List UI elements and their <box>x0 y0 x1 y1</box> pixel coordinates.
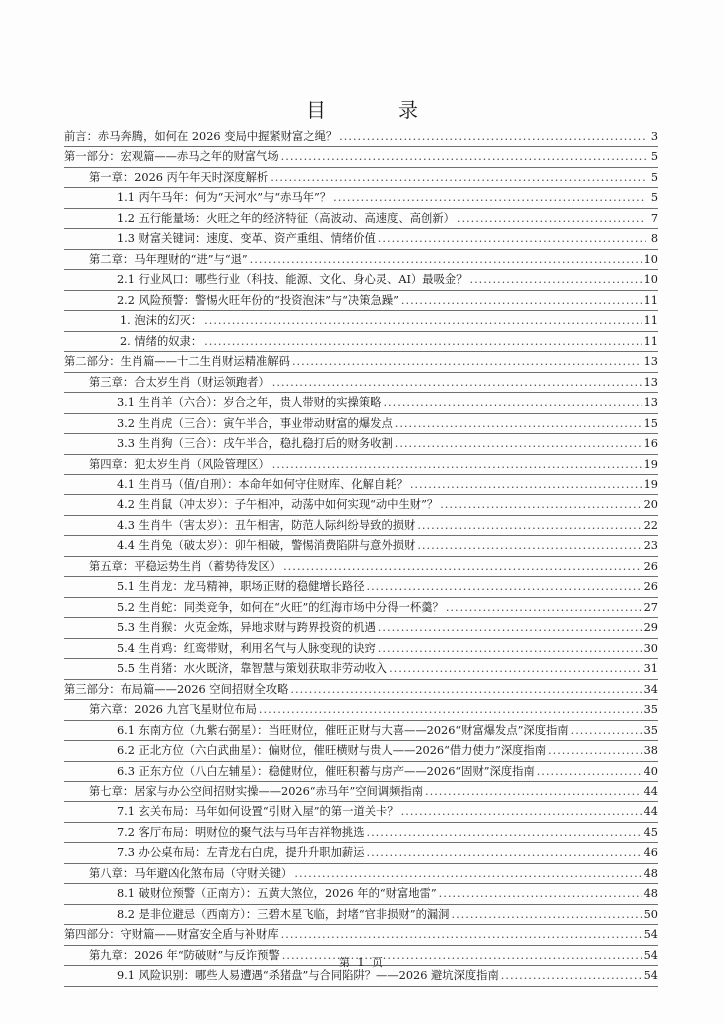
dot-leader <box>367 843 642 863</box>
toc-entry[interactable] <box>117 495 658 515</box>
toc-page-number: 13 <box>643 355 658 369</box>
toc-entry[interactable] <box>117 659 658 679</box>
toc-entry-title: 第二章：马年理财的“进”与“退” <box>89 252 248 266</box>
dot-leader <box>410 475 642 495</box>
toc-entry-title: 6.3 正东方位（八白左辅星）：稳健财位，催旺积蓄与房产——2026“固财”深度指南 <box>117 764 535 778</box>
dot-leader <box>395 414 642 434</box>
toc-row[interactable] <box>64 782 658 802</box>
toc-entry-title: 9.1 风险识别：哪些人易遭遇“杀猪盘”与合同陷阱？——2026 避坑深度指南 <box>117 969 499 983</box>
dot-leader <box>425 782 642 802</box>
dot-leader <box>470 270 642 290</box>
toc-entry-title: 第三章：合太岁生肖（财运领跑者） <box>89 375 270 389</box>
toc-row[interactable] <box>64 455 658 475</box>
toc-entry[interactable] <box>117 802 658 822</box>
toc-entry-title: 5.3 生肖猴：火克金炼，异地求财与跨界投资的机遇 <box>117 621 376 635</box>
dot-leader <box>290 680 641 700</box>
dot-leader <box>272 373 642 393</box>
toc-entry[interactable] <box>89 782 658 802</box>
toc-entry-title: 7.1 玄关布局：马年如何设置“引财入屋”的第一道关卡？ <box>117 805 399 819</box>
toc-entry[interactable] <box>89 455 658 475</box>
toc-page-number: 26 <box>643 559 658 573</box>
toc-row[interactable] <box>64 250 658 270</box>
toc-entry[interactable] <box>117 905 658 925</box>
toc-entry[interactable] <box>89 168 658 188</box>
toc-entry-title: 4.1 生肖马（值/自刑）：本命年如何守住财库、化解自耗？ <box>117 477 408 491</box>
toc-row[interactable] <box>64 414 658 434</box>
toc-entry[interactable] <box>117 393 658 413</box>
toc-entry[interactable] <box>117 414 658 434</box>
toc-row[interactable] <box>64 209 658 229</box>
toc-entry[interactable] <box>117 577 658 597</box>
dot-leader <box>378 618 642 638</box>
toc-page-number: 3 <box>650 130 658 143</box>
toc-page-number: 23 <box>643 539 658 553</box>
toc-entry[interactable] <box>117 229 658 249</box>
toc-row[interactable] <box>64 393 658 413</box>
dot-leader <box>281 147 646 167</box>
toc-entry-title: 2. 情绪的奴隶： <box>120 334 203 348</box>
toc-entry[interactable] <box>117 516 658 536</box>
toc-row[interactable] <box>64 925 658 945</box>
toc-page-number: 13 <box>643 396 658 410</box>
toc-page-number: 44 <box>643 805 658 819</box>
toc-entry-title: 3.3 生肖狗（三合）：戌午半合，稳扎稳打后的财务收割 <box>117 437 393 451</box>
dot-leader <box>283 557 642 577</box>
toc-entry-title: 第四章：犯太岁生肖（风险管理区） <box>89 457 270 471</box>
toc-page-number: 40 <box>643 764 658 778</box>
toc-page-number: 38 <box>643 744 658 758</box>
toc-page-number: 26 <box>643 580 658 594</box>
toc-row[interactable] <box>64 843 658 863</box>
toc-entry-title: 1. 泡沫的幻灭： <box>120 314 203 328</box>
toc-entry-title: 第七章：居家与办公空间招财实操——2026“赤马年”空间调频指南 <box>89 785 424 798</box>
toc-row[interactable] <box>64 598 658 618</box>
toc-entry[interactable] <box>117 721 658 741</box>
toc-entry[interactable] <box>89 864 658 884</box>
dot-leader <box>281 925 642 945</box>
toc-row[interactable] <box>64 311 658 331</box>
toc-row[interactable] <box>64 475 658 495</box>
dot-leader <box>259 700 642 720</box>
toc-page-number: 31 <box>643 662 658 676</box>
toc-entry-title: 6.2 正北方位（六白武曲星）：偏财位，催旺横财与贵人——2026“借力使力”深度指南 <box>117 744 547 758</box>
dot-leader <box>571 721 642 741</box>
dot-leader <box>339 127 646 147</box>
toc-entry-title: 1.3 财富关键词：速度、变革、资产重组、情绪价值 <box>117 232 376 246</box>
toc-entry-title: 4.4 生肖兔（破太岁）：卯午相破，警惕消费陷阱与意外损财 <box>117 539 416 553</box>
dot-leader <box>250 250 642 270</box>
dot-leader <box>378 639 642 659</box>
dot-leader <box>401 802 642 822</box>
toc-page-number: 45 <box>643 825 658 839</box>
toc-row[interactable] <box>64 557 658 577</box>
toc-entry[interactable] <box>117 536 658 556</box>
toc-row[interactable] <box>64 659 658 679</box>
toc-page-number: 10 <box>643 273 658 287</box>
toc-page-number: 48 <box>643 887 658 901</box>
toc-entry[interactable] <box>117 475 658 495</box>
toc-entry[interactable] <box>117 434 658 454</box>
toc-row[interactable] <box>64 270 658 290</box>
toc-row[interactable] <box>64 434 658 454</box>
toc-page-number: 13 <box>643 375 658 389</box>
toc-entry[interactable] <box>64 352 658 372</box>
toc-page-number: 11 <box>643 314 658 328</box>
toc-page-number: 54 <box>643 969 658 983</box>
toc-page-number: 22 <box>643 518 658 532</box>
toc-page-number: 11 <box>643 334 658 348</box>
toc-entry[interactable] <box>89 700 658 720</box>
toc-page-number: 27 <box>643 600 658 614</box>
page-footer: 第 1 页 <box>339 956 385 969</box>
toc-row[interactable] <box>64 639 658 659</box>
toc-row[interactable] <box>64 905 658 925</box>
toc-page-number: 8 <box>650 232 658 246</box>
toc-entry-title: 第四部分：守财篇——财富安全盾与补财库 <box>64 928 279 942</box>
dot-leader <box>294 864 641 884</box>
toc-entry-title: 第八章：马年避凶化煞布局（守财关键） <box>89 866 293 880</box>
toc-entry-title: 2.1 行业风口：哪些行业（科技、能源、文化、身心灵、AI）最吸金？ <box>117 273 468 287</box>
toc-entry-title: 8.1 破财位预警（正南方）：五黄大煞位，2026 年的“财富地雷” <box>117 887 437 901</box>
toc-entry-title: 8.2 是非位避忌（西南方）：三碧木星飞临，封堵“官非损财”的漏洞 <box>117 907 450 921</box>
toc-page-number: 19 <box>643 477 658 491</box>
toc-entry[interactable] <box>64 147 658 167</box>
dot-leader <box>367 823 642 843</box>
toc-entry-title: 第一章：2026 丙午年天时深度解析 <box>89 170 269 184</box>
toc-entry[interactable] <box>117 639 658 659</box>
toc-page-number: 5 <box>650 170 658 184</box>
dot-leader <box>367 577 642 597</box>
toc-entry-title: 第二部分：生肖篇——十二生肖财运精准解码 <box>64 355 290 369</box>
toc-page-number: 5 <box>650 191 658 205</box>
toc-entry[interactable] <box>89 373 658 393</box>
toc-entry[interactable] <box>117 741 658 761</box>
toc-row[interactable] <box>64 373 658 393</box>
dot-leader <box>451 905 641 925</box>
toc-entry-title: 6.1 东南方位（九紫右弼星）：当旺财位，催旺正财与大喜——2026“财富爆发点”深度指南 <box>117 723 569 737</box>
toc-page-number: 30 <box>643 641 658 655</box>
toc-entry[interactable] <box>117 884 658 904</box>
dot-leader <box>389 659 642 679</box>
toc-row[interactable] <box>64 741 658 761</box>
dot-leader <box>401 291 642 311</box>
toc-row[interactable] <box>64 823 658 843</box>
dot-leader <box>417 516 641 536</box>
toc-entry[interactable] <box>117 291 658 311</box>
toc-entry-title: 5.5 生肖猪：水火既济，靠智慧与策划获取非劳动收入 <box>117 662 388 676</box>
toc-row[interactable] <box>64 291 658 311</box>
toc-entry-title: 5.1 生肖龙：龙马精神，职场正财的稳健增长路径 <box>117 580 365 594</box>
toc-entry[interactable] <box>117 270 658 290</box>
toc-entry[interactable] <box>89 250 658 270</box>
dot-leader <box>440 495 641 515</box>
table-of-contents <box>64 127 658 987</box>
toc-entry-title: 第九章：2026 年“防破财”与反诈预警 <box>89 948 280 962</box>
toc-entry[interactable] <box>117 762 658 782</box>
toc-page-number: 29 <box>643 621 658 635</box>
toc-page-number: 35 <box>643 703 658 717</box>
toc-entry-title: 5.2 生肖蛇：同类竞争，如何在“火旺”的红海市场中分得一杯羹？ <box>117 600 444 614</box>
toc-row[interactable] <box>64 864 658 884</box>
toc-entry[interactable] <box>120 311 658 331</box>
toc-page-number: 44 <box>643 785 658 798</box>
toc-entry-title: 第六章：2026 九宫飞星财位布局 <box>89 703 257 717</box>
toc-row[interactable] <box>64 536 658 556</box>
toc-entry[interactable] <box>64 127 658 147</box>
toc-entry[interactable] <box>117 188 658 208</box>
toc-entry[interactable] <box>117 209 658 229</box>
toc-row[interactable] <box>64 516 658 536</box>
toc-page-number: 48 <box>643 866 658 880</box>
toc-entry-title: 4.2 生肖鼠（冲太岁）：子午相冲，动荡中如何实现“动中生财”？ <box>117 498 439 512</box>
toc-row[interactable] <box>64 884 658 904</box>
toc-page-number: 35 <box>643 723 658 737</box>
dot-leader <box>417 536 641 556</box>
toc-entry-title: 3.2 生肖虎（三合）：寅午半合，事业带动财富的爆发点 <box>117 416 393 430</box>
toc-row[interactable] <box>64 721 658 741</box>
toc-entry[interactable] <box>117 823 658 843</box>
toc-row[interactable] <box>64 762 658 782</box>
toc-row[interactable] <box>64 577 658 597</box>
dot-leader <box>378 229 646 249</box>
toc-entry-title: 第三部分：布局篇——2026 空间招财全攻略 <box>64 682 289 696</box>
toc-entry[interactable] <box>120 332 658 352</box>
page-title: 目 录 <box>306 98 444 122</box>
toc-row[interactable] <box>64 147 658 167</box>
toc-row[interactable] <box>64 229 658 249</box>
dot-leader <box>439 884 642 904</box>
toc-entry-title: 5.4 生肖鸡：红鸾带财，利用名气与人脉变现的诀窍 <box>117 641 376 655</box>
toc-page-number: 7 <box>650 211 658 225</box>
toc-entry-title: 7.3 办公桌布局：左青龙右白虎，提升升职加薪运 <box>117 846 365 860</box>
toc-page-number: 46 <box>643 846 658 860</box>
toc-page-number: 10 <box>643 252 658 266</box>
dot-leader <box>333 188 646 208</box>
toc-page-number: 16 <box>643 437 658 451</box>
toc-row[interactable] <box>64 700 658 720</box>
dot-leader <box>537 762 642 782</box>
toc-page-number: 34 <box>643 682 658 696</box>
toc-entry-title: 2.2 风险预警：警惕火旺年份的“投资泡沫”与“决策急躁” <box>117 293 399 307</box>
toc-row[interactable] <box>64 618 658 638</box>
toc-page-number: 50 <box>643 907 658 921</box>
toc-entry-title: 4.3 生肖牛（害太岁）：丑午相害，防范人际纠纷导致的损财 <box>117 518 416 532</box>
toc-entry[interactable] <box>64 925 658 945</box>
dot-leader <box>270 168 646 188</box>
toc-entry[interactable] <box>117 598 658 618</box>
toc-row[interactable] <box>64 495 658 515</box>
toc-page-number: 19 <box>643 457 658 471</box>
dot-leader <box>395 434 642 454</box>
toc-entry-title: 1.2 五行能量场：火旺之年的经济特征（高波动、高速度、高创新） <box>117 211 455 225</box>
toc-entry-title: 1.1 丙午马年：何为“天河水”与“赤马年”？ <box>117 191 332 205</box>
toc-entry[interactable] <box>117 618 658 638</box>
dot-leader <box>204 332 641 352</box>
dot-leader <box>204 311 641 331</box>
toc-page-number: 54 <box>643 948 658 962</box>
toc-entry-title: 7.2 客厅布局：明财位的聚气法与马年吉祥物挑选 <box>117 825 365 839</box>
toc-entry-title: 3.1 生肖羊（六合）：岁合之年，贵人带财的实操策略 <box>117 396 382 410</box>
toc-entry-title: 前言：赤马奔腾，如何在 2026 变局中握紧财富之绳？ <box>64 130 338 143</box>
dot-leader <box>446 598 642 618</box>
toc-page-number: 5 <box>650 150 658 164</box>
toc-row[interactable] <box>64 127 658 147</box>
toc-page-number: 20 <box>643 498 658 512</box>
dot-leader <box>272 455 642 475</box>
toc-row[interactable] <box>64 188 658 208</box>
toc-row[interactable] <box>64 352 658 372</box>
toc-entry[interactable] <box>64 680 658 700</box>
dot-leader <box>548 741 642 761</box>
toc-page-number: 15 <box>643 416 658 430</box>
dot-leader <box>457 209 646 229</box>
toc-page-number: 54 <box>643 928 658 942</box>
toc-entry[interactable] <box>117 843 658 863</box>
toc-row[interactable] <box>64 332 658 352</box>
toc-row[interactable] <box>64 680 658 700</box>
dot-leader <box>292 352 642 372</box>
toc-entry-title: 第一部分：宏观篇——赤马之年的财富气场 <box>64 150 279 164</box>
toc-entry[interactable] <box>89 557 658 577</box>
toc-entry-title: 第五章：平稳运势生肖（蓄势待发区） <box>89 559 282 573</box>
dot-leader <box>383 393 641 413</box>
toc-row[interactable] <box>64 802 658 822</box>
toc-page-number: 11 <box>643 293 658 307</box>
toc-row[interactable] <box>64 168 658 188</box>
